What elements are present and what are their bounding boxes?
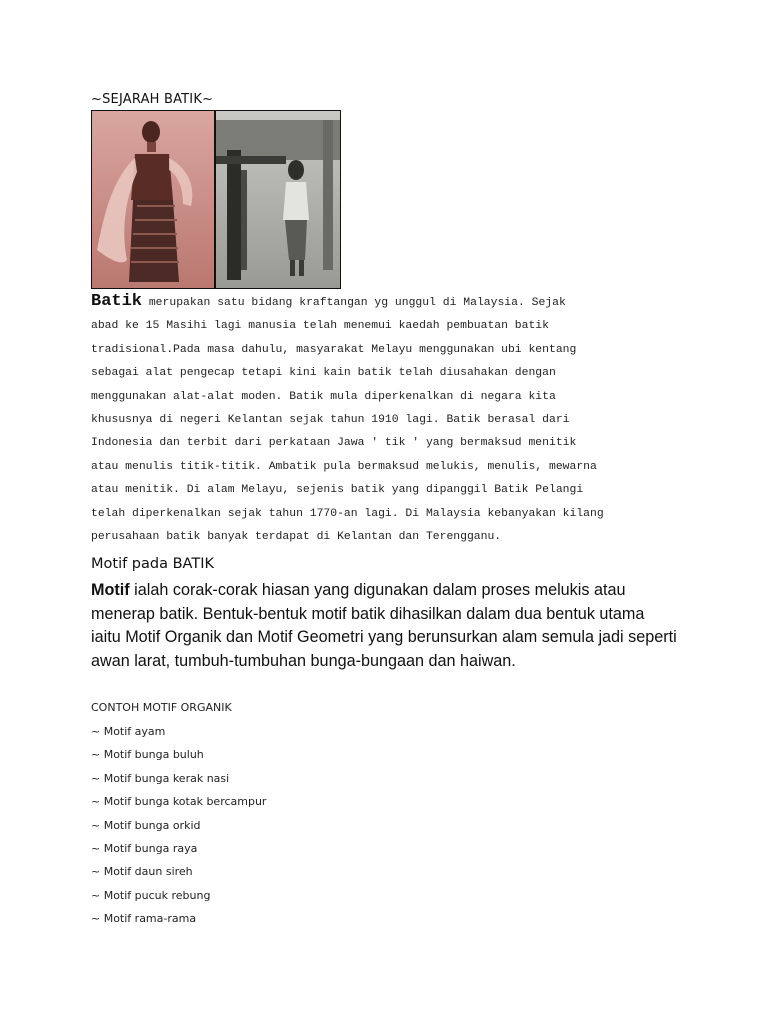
motif-lead-word: Motif	[91, 581, 130, 599]
motif-line-text: ialah corak-corak hiasan yang digunakan dalam proses melukis atau	[129, 581, 626, 599]
list-item: ~ Motif bunga orkid	[91, 818, 201, 832]
historical-photo	[91, 110, 341, 289]
list-item: ~ Motif bunga kerak nasi	[91, 771, 230, 785]
batik-line: khususnya di negeri Kelantan sejak tahun 1910 lagi. Batik berasal dari	[91, 414, 570, 427]
batik-line: atau menulis titik-titik. Ambatik pula bermaksud melukis, menulis, mewarna	[91, 460, 597, 473]
motif-section-title: Motif pada BATIK	[91, 556, 214, 572]
batik-line: Indonesia dan terbit dari perkataan Jawa ' tik ' yang bermaksud menitik	[91, 437, 577, 450]
list-item: ~ Motif daun sireh	[91, 865, 193, 879]
batik-line: telah diperkenalkan sejak tahun 1770-an lagi. Di Malaysia kebanyakan kilang	[91, 507, 604, 520]
motif-paragraph	[91, 579, 701, 673]
list-item: ~ Motif bunga kotak bercampur	[91, 795, 267, 809]
organic-motif-list-title: CONTOH MOTIF ORGANIK	[91, 701, 232, 714]
batik-line	[91, 290, 691, 315]
organic-motif-list	[91, 724, 266, 935]
motif-line: iaitu Motif Organik dan Motif Geometri yang berunsurkan alam semula jadi seperti	[91, 628, 677, 646]
list-item: ~ Motif pucuk rebung	[91, 888, 211, 902]
batik-line-text: merupakan satu bidang kraftangan yg unggul di Malaysia. Sejak	[142, 297, 566, 309]
batik-line: abad ke 15 Masihi lagi manusia telah menemui kaedah pembuatan batik	[91, 320, 549, 333]
batik-line: atau menitik. Di alam Melayu, sejenis batik yang dipanggil Batik Pelangi	[91, 484, 584, 497]
page-heading: ~SEJARAH BATIK~	[91, 92, 214, 107]
batik-lead-word: Batik	[91, 292, 143, 311]
batik-line: tradisional.Pada masa dahulu, masyarakat Melayu menggunakan ubi kentang	[91, 343, 577, 356]
batik-line: sebagai alat pengecap tetapi kini kain batik telah diusahakan dengan	[91, 367, 556, 380]
list-item: ~ Motif rama-rama	[91, 912, 197, 926]
batik-line: menggunakan alat-alat moden. Batik mula diperkenalkan di negara kita	[91, 390, 556, 403]
motif-line	[91, 579, 701, 603]
motif-line: menerap batik. Bentuk-bentuk motif batik dihasilkan dalam dua bentuk utama	[91, 604, 645, 623]
motif-line: awan larat, tumbuh-tumbuhan bunga-bungaan dan haiwan.	[91, 651, 516, 670]
list-item: ~ Motif ayam	[91, 725, 166, 738]
list-item: ~ Motif bunga raya	[91, 841, 198, 855]
batik-history-paragraph	[91, 290, 691, 549]
batik-line: perusahaan batik banyak terdapat di Kelantan dan Terengganu.	[91, 531, 502, 544]
list-item: ~ Motif bunga buluh	[91, 748, 204, 762]
